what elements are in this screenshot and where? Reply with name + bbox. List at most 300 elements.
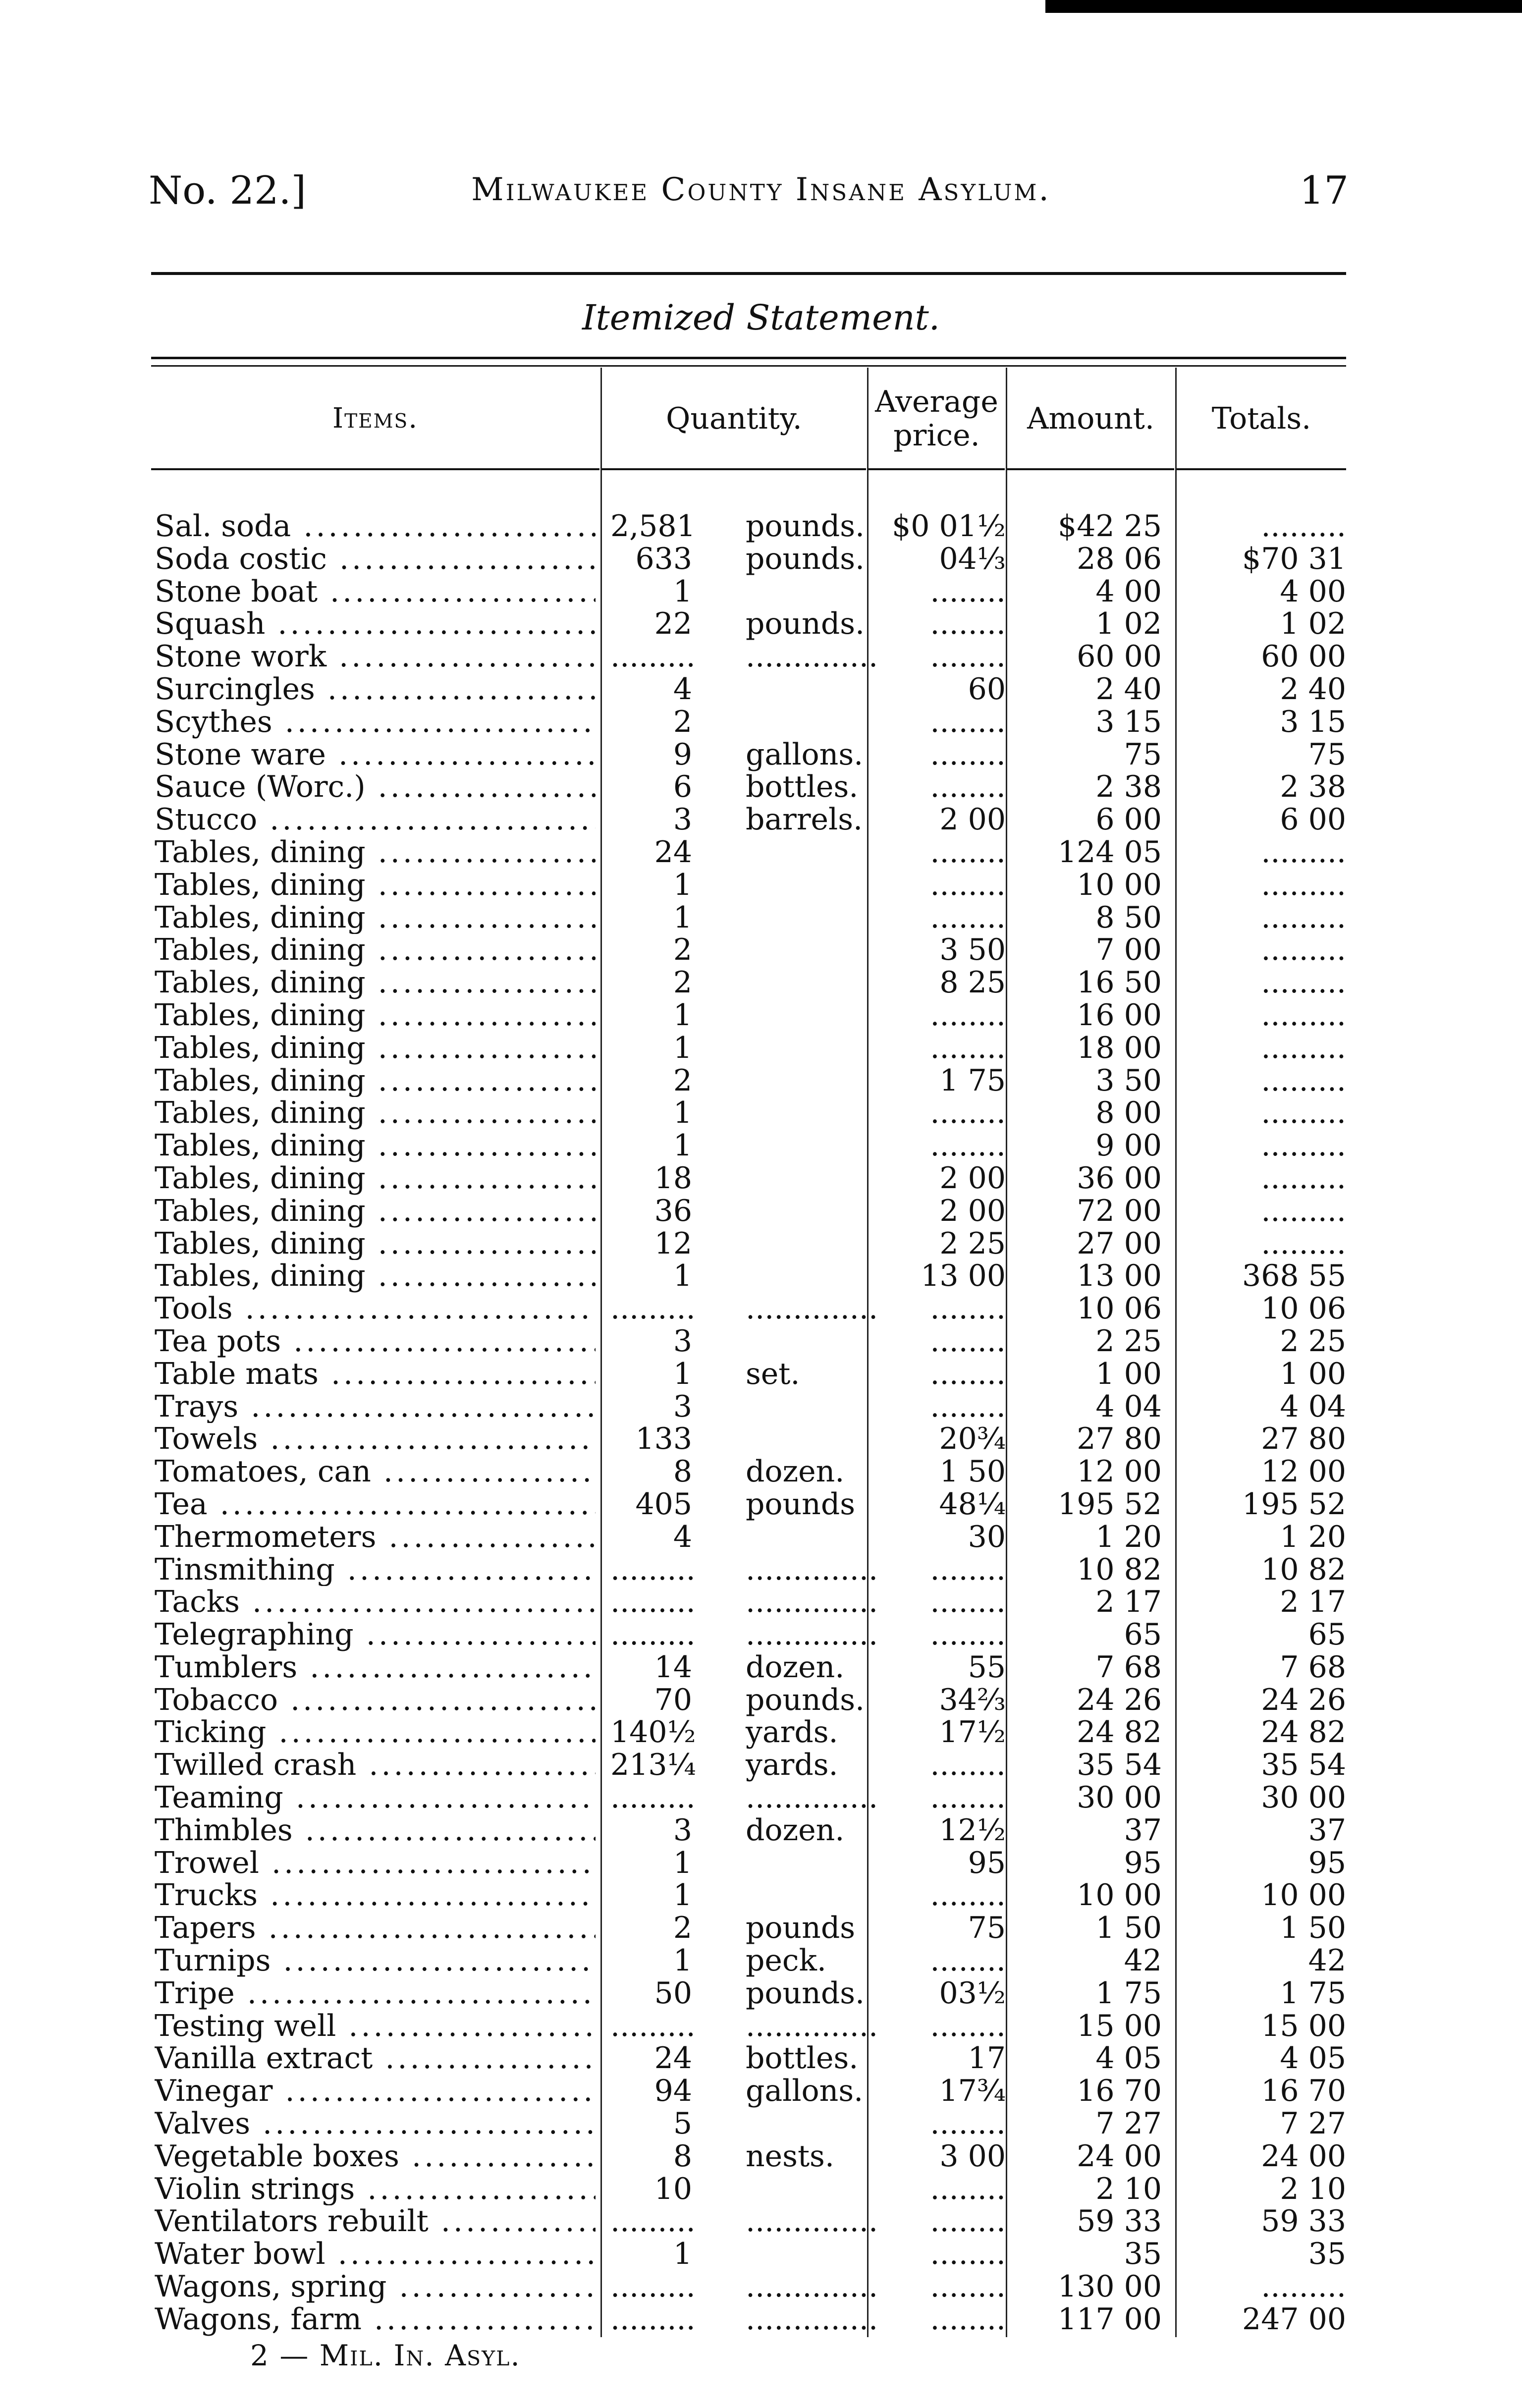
unit-cell: peck.: [746, 1943, 826, 1978]
total-cell: 2 38: [1280, 769, 1346, 805]
quantity-cell: 1: [673, 1356, 692, 1391]
item-name-cell: Tables, dining .....: [155, 1162, 596, 1195]
amount-cell: 2 25: [1095, 1323, 1162, 1359]
amount-cell: 1 75: [1095, 1975, 1162, 2011]
unit-cell: dozen.: [746, 1649, 845, 1685]
quantity-cell: 405: [635, 1486, 692, 1522]
item-name-cell: Tables, dining .....: [155, 1260, 596, 1293]
average-price-cell: ........: [930, 2237, 1006, 2272]
amount-cell: $42 25: [1058, 509, 1162, 544]
amount-cell: 75: [1124, 737, 1162, 772]
item-name-cell: Sal. soda .....: [155, 510, 596, 543]
amount-cell: 95: [1124, 1845, 1162, 1880]
table-row: [0, 1977, 1522, 2010]
unit-cell: ..............: [746, 2008, 878, 2043]
amount-cell: 3 50: [1095, 1063, 1162, 1098]
quantity-cell: 8: [673, 1454, 692, 1489]
quantity-cell: 50: [654, 1975, 692, 2011]
unit-cell: ..............: [746, 1291, 878, 1326]
table-row: [0, 869, 1522, 902]
item-name-cell: Vanilla extract .....: [155, 2042, 596, 2075]
total-cell: .........: [1261, 1193, 1346, 1228]
item-name-cell: Tables, dining .....: [155, 1130, 596, 1162]
total-cell: 10 82: [1261, 1552, 1346, 1587]
table-row: [0, 2205, 1522, 2238]
item-name-cell: Water bowl .....: [155, 2238, 596, 2271]
item-name-cell: Turnips .....: [155, 1945, 596, 1977]
total-cell: 10 00: [1261, 1878, 1346, 1913]
amount-cell: 10 82: [1077, 1552, 1162, 1587]
average-price-cell: 30: [968, 1519, 1006, 1554]
average-price-cell: 2 00: [939, 1160, 1006, 1196]
unit-cell: barrels.: [746, 802, 863, 837]
unit-cell: pounds.: [746, 1682, 865, 1717]
amount-cell: 12 00: [1077, 1454, 1162, 1489]
table-row: [0, 1749, 1522, 1782]
item-name-cell: Sauce (Worc.) .....: [155, 771, 596, 804]
amount-cell: 8 50: [1095, 900, 1162, 935]
item-name-cell: Stone work .....: [155, 641, 596, 673]
quantity-cell: 6: [673, 769, 692, 805]
unit-cell: ..............: [746, 2269, 878, 2304]
item-name-cell: Tea .....: [155, 1488, 596, 1521]
average-price-cell: 04⅓: [939, 541, 1006, 576]
average-price-cell: 1 50: [939, 1454, 1006, 1489]
item-name-cell: Tables, dining .....: [155, 1195, 596, 1228]
quantity-cell: 2: [673, 1063, 692, 1098]
total-cell: .........: [1261, 1030, 1346, 1065]
amount-cell: 35: [1124, 2237, 1162, 2272]
total-cell: 4 05: [1280, 2041, 1346, 2076]
amount-cell: 15 00: [1077, 2008, 1162, 2043]
table-row: [0, 2303, 1522, 2336]
table-top-rule: [151, 357, 1346, 359]
total-cell: 3 15: [1280, 704, 1346, 739]
unit-cell: ..............: [746, 639, 878, 674]
total-cell: .........: [1261, 1095, 1346, 1131]
quantity-cell: 1: [673, 1845, 692, 1880]
quantity-cell: .........: [610, 1552, 696, 1587]
column-header-totals: Totals.: [1211, 401, 1311, 436]
item-name-cell: Trucks .....: [155, 1879, 596, 1912]
column-header-quantity: Quantity.: [666, 401, 802, 436]
quantity-cell: 14: [654, 1649, 692, 1685]
item-name-cell: Twilled crash .....: [155, 1749, 596, 1782]
total-cell: 1 02: [1280, 606, 1346, 642]
average-price-cell: 95: [968, 1845, 1006, 1880]
amount-cell: 72 00: [1077, 1193, 1162, 1228]
table-row: [0, 1065, 1522, 1097]
table-row: [0, 641, 1522, 673]
item-name-cell: Violin strings .....: [155, 2173, 596, 2206]
unit-cell: nests.: [746, 2138, 834, 2174]
unit-cell: yards.: [746, 1748, 838, 1783]
table-row: [0, 1391, 1522, 1423]
average-price-cell: ........: [930, 2301, 1006, 2337]
average-price-cell: 17: [968, 2041, 1006, 2076]
amount-cell: 24 00: [1077, 2138, 1162, 2174]
average-price-cell: 75: [968, 1911, 1006, 1946]
item-name-cell: Thimbles .....: [155, 1814, 596, 1847]
amount-cell: 27 00: [1077, 1226, 1162, 1261]
total-cell: .........: [1261, 932, 1346, 968]
table-row: [0, 2173, 1522, 2206]
average-price-cell: ........: [930, 1095, 1006, 1131]
table-row: [0, 1293, 1522, 1325]
unit-cell: bottles.: [746, 769, 859, 805]
item-name-cell: Wagons, spring .....: [155, 2271, 596, 2303]
average-price-cell: ........: [930, 834, 1006, 870]
table-row: [0, 2271, 1522, 2303]
average-price-cell: ........: [930, 1356, 1006, 1391]
table-row: [0, 1456, 1522, 1488]
total-cell: 2 25: [1280, 1323, 1346, 1359]
quantity-cell: 9: [673, 737, 692, 772]
average-price-cell: ........: [930, 1552, 1006, 1587]
table-row: [0, 1782, 1522, 1814]
item-name-cell: Tables, dining .....: [155, 902, 596, 934]
amount-cell: 8 00: [1095, 1095, 1162, 1131]
total-cell: .........: [1261, 1226, 1346, 1261]
running-title: Milwaukee County Insane Asylum.: [471, 171, 1051, 208]
table-row: [0, 2042, 1522, 2075]
table-row: [0, 1097, 1522, 1130]
header-underline-quantity: [602, 468, 866, 470]
total-cell: .........: [1261, 509, 1346, 544]
item-name-cell: Tables, dining .....: [155, 1097, 596, 1130]
average-price-cell: ........: [930, 1943, 1006, 1978]
quantity-cell: 2: [673, 1911, 692, 1946]
amount-cell: 4 05: [1095, 2041, 1162, 2076]
amount-cell: 1 50: [1095, 1911, 1162, 1946]
item-name-cell: Valves .....: [155, 2108, 596, 2140]
average-price-cell: ........: [930, 574, 1006, 609]
unit-cell: dozen.: [746, 1812, 845, 1848]
amount-cell: 3 15: [1095, 704, 1162, 739]
amount-cell: 2 40: [1095, 671, 1162, 707]
quantity-cell: 1: [673, 1095, 692, 1131]
item-name-cell: Tools .....: [155, 1293, 596, 1325]
average-price-cell: ........: [930, 2269, 1006, 2304]
quantity-cell: 94: [654, 2074, 692, 2109]
quantity-cell: 140½: [610, 1715, 696, 1750]
item-name-cell: Towels .....: [155, 1423, 596, 1456]
quantity-cell: 12: [654, 1226, 692, 1261]
item-name-cell: Tables, dining .....: [155, 836, 596, 869]
total-cell: 27 80: [1261, 1422, 1346, 1457]
average-price-cell: ........: [930, 606, 1006, 642]
item-name-cell: Tumblers .....: [155, 1651, 596, 1684]
average-price-cell: 03½: [939, 1975, 1006, 2011]
quantity-cell: 70: [654, 1682, 692, 1717]
table-row: [0, 1130, 1522, 1162]
quantity-cell: 22: [654, 606, 692, 642]
item-name-cell: Tables, dining .....: [155, 1228, 596, 1260]
item-name-cell: Tables, dining .....: [155, 1065, 596, 1097]
item-name-cell: Thermometers .....: [155, 1521, 596, 1554]
table-row: [0, 706, 1522, 739]
amount-cell: 1 00: [1095, 1356, 1162, 1391]
amount-cell: 35 54: [1077, 1748, 1162, 1783]
average-price-cell: ........: [930, 2204, 1006, 2239]
table-row: [0, 608, 1522, 641]
item-name-cell: Tapers .....: [155, 1912, 596, 1945]
total-cell: .........: [1261, 965, 1346, 1000]
quantity-cell: .........: [610, 1617, 696, 1652]
total-cell: .........: [1261, 2269, 1346, 2304]
item-name-cell: Tinsmithing .....: [155, 1554, 596, 1587]
amount-cell: 13 00: [1077, 1259, 1162, 1294]
amount-cell: 42: [1124, 1943, 1162, 1978]
table-row: [0, 1879, 1522, 1912]
unit-cell: pounds.: [746, 541, 865, 576]
amount-cell: 195 52: [1058, 1486, 1162, 1522]
average-price-cell: ........: [930, 1780, 1006, 1815]
table-row: [0, 1554, 1522, 1587]
unit-cell: pounds.: [746, 509, 865, 544]
item-name-cell: Trowel .....: [155, 1847, 596, 1880]
header-underline-items: [151, 468, 599, 470]
item-name-cell: Stucco .....: [155, 804, 596, 836]
table-row: [0, 1260, 1522, 1293]
average-price-cell: ........: [930, 704, 1006, 739]
total-cell: 37: [1308, 1812, 1346, 1848]
table-row: [0, 1716, 1522, 1749]
amount-cell: 30 00: [1077, 1780, 1162, 1815]
total-cell: .........: [1261, 900, 1346, 935]
quantity-cell: 3: [673, 1389, 692, 1424]
amount-cell: 7 27: [1095, 2106, 1162, 2141]
total-cell: 1 75: [1280, 1975, 1346, 2011]
page-header: [0, 168, 1522, 223]
average-price-cell: ........: [930, 1878, 1006, 1913]
total-cell: 2 10: [1280, 2171, 1346, 2206]
amount-cell: 6 00: [1095, 802, 1162, 837]
quantity-cell: 133: [635, 1422, 692, 1457]
amount-cell: 18 00: [1077, 1030, 1162, 1065]
total-cell: 12 00: [1261, 1454, 1346, 1489]
unit-cell: pounds.: [746, 606, 865, 642]
item-name-cell: Vegetable boxes .....: [155, 2140, 596, 2173]
average-price-cell: ........: [930, 1748, 1006, 1783]
average-price-cell: 8 25: [939, 965, 1006, 1000]
amount-cell: 4 00: [1095, 574, 1162, 609]
average-price-cell: 20¾: [939, 1422, 1006, 1457]
item-name-cell: Testing well .....: [155, 2010, 596, 2043]
table-row: [0, 836, 1522, 869]
header-rule: [151, 272, 1346, 275]
average-price-cell: ........: [930, 1389, 1006, 1424]
quantity-cell: 1: [673, 1128, 692, 1163]
table-row: [0, 1847, 1522, 1880]
unit-cell: gallons.: [746, 737, 864, 772]
table-row: [0, 1325, 1522, 1358]
table-row: [0, 1423, 1522, 1456]
total-cell: .........: [1261, 997, 1346, 1033]
total-cell: 6 00: [1280, 802, 1346, 837]
average-price-cell: ........: [930, 737, 1006, 772]
unit-cell: ..............: [746, 1780, 878, 1815]
quantity-cell: .........: [610, 2204, 696, 2239]
amount-cell: 37: [1124, 1812, 1162, 1848]
quantity-cell: 1: [673, 1259, 692, 1294]
item-name-cell: Surcingles .....: [155, 673, 596, 706]
item-name-cell: Tripe .....: [155, 1977, 596, 2010]
table-row: [0, 1814, 1522, 1847]
total-cell: 35 54: [1261, 1748, 1346, 1783]
statement-rows: [0, 510, 1522, 2336]
total-cell: $70 31: [1242, 541, 1346, 576]
quantity-cell: 36: [654, 1193, 692, 1228]
total-cell: 7 68: [1280, 1649, 1346, 1685]
quantity-cell: .........: [610, 2269, 696, 2304]
quantity-cell: 4: [673, 1519, 692, 1554]
quantity-cell: 8: [673, 2138, 692, 2174]
amount-cell: 10 00: [1077, 867, 1162, 902]
item-name-cell: Tables, dining .....: [155, 1032, 596, 1065]
quantity-cell: 2,581: [610, 509, 696, 544]
unit-cell: set.: [746, 1356, 800, 1391]
average-price-cell: 17½: [939, 1715, 1006, 1750]
quantity-cell: 2: [673, 965, 692, 1000]
table-row: [0, 1586, 1522, 1619]
total-cell: 24 26: [1261, 1682, 1346, 1717]
average-price-cell: 60: [968, 671, 1006, 707]
quantity-cell: 1: [673, 867, 692, 902]
unit-cell: yards.: [746, 1715, 838, 1750]
item-name-cell: Tables, dining .....: [155, 934, 596, 967]
average-price-cell: 55: [968, 1649, 1006, 1685]
amount-cell: 59 33: [1077, 2204, 1162, 2239]
total-cell: 15 00: [1261, 2008, 1346, 2043]
unit-cell: ..............: [746, 1552, 878, 1587]
total-cell: .........: [1261, 1160, 1346, 1196]
amount-cell: 2 38: [1095, 769, 1162, 805]
average-price-cell: 13 00: [921, 1259, 1006, 1294]
quantity-cell: 1: [673, 900, 692, 935]
item-name-cell: Tobacco .....: [155, 1684, 596, 1717]
table-row: [0, 1162, 1522, 1195]
table-row: [0, 1032, 1522, 1065]
average-price-cell: ........: [930, 997, 1006, 1033]
table-row: [0, 2238, 1522, 2271]
average-price-cell: 48¼: [939, 1486, 1006, 1522]
quantity-cell: 3: [673, 1323, 692, 1359]
total-cell: 368 55: [1242, 1259, 1346, 1294]
amount-cell: 36 00: [1077, 1160, 1162, 1196]
item-name-cell: Stone ware .....: [155, 739, 596, 771]
column-header-price: Average price.: [875, 384, 998, 453]
item-name-cell: Squash .....: [155, 608, 596, 641]
amount-cell: 4 04: [1095, 1389, 1162, 1424]
table-row: [0, 1912, 1522, 1945]
header-underline-price: [869, 468, 1005, 470]
quantity-cell: 2: [673, 932, 692, 968]
item-name-cell: Scythes .....: [155, 706, 596, 739]
table-row: [0, 739, 1522, 771]
average-price-cell: ........: [930, 2171, 1006, 2206]
amount-cell: 7 68: [1095, 1649, 1162, 1685]
total-cell: .........: [1261, 834, 1346, 870]
total-cell: 16 70: [1261, 2074, 1346, 2109]
table-row: [0, 510, 1522, 543]
average-price-cell: 34⅔: [939, 1682, 1006, 1717]
unit-cell: ..............: [746, 1617, 878, 1652]
total-cell: 4 00: [1280, 574, 1346, 609]
column-header-items: Items.: [332, 402, 419, 435]
item-name-cell: Soda costic .....: [155, 543, 596, 576]
amount-cell: 117 00: [1058, 2301, 1162, 2337]
header-underline-totals: [1177, 468, 1346, 470]
column-header-amount: Amount.: [1027, 401, 1154, 436]
average-price-cell: ........: [930, 867, 1006, 902]
quantity-cell: 3: [673, 802, 692, 837]
item-name-cell: Table mats .....: [155, 1358, 596, 1391]
table-row: [0, 999, 1522, 1032]
quantity-cell: 24: [654, 2041, 692, 2076]
quantity-cell: 1: [673, 574, 692, 609]
average-price-cell: 1 75: [939, 1063, 1006, 1098]
amount-cell: 2 17: [1095, 1585, 1162, 1620]
average-price-cell: ........: [930, 2106, 1006, 2141]
total-cell: 65: [1308, 1617, 1346, 1652]
header-underline-amount: [1007, 468, 1174, 470]
amount-cell: 16 50: [1077, 965, 1162, 1000]
quantity-cell: .........: [610, 1780, 696, 1815]
quantity-cell: 24: [654, 834, 692, 870]
average-price-cell: 3 50: [939, 932, 1006, 968]
quantity-cell: .........: [610, 1585, 696, 1620]
unit-cell: pounds.: [746, 1975, 865, 2011]
total-cell: 10 06: [1261, 1291, 1346, 1326]
amount-cell: 10 06: [1077, 1291, 1162, 1326]
table-row: [0, 934, 1522, 967]
table-caption: Itemized Statement.: [582, 297, 940, 338]
amount-cell: 16 00: [1077, 997, 1162, 1033]
table-row: [0, 576, 1522, 608]
average-price-cell: 2 00: [939, 802, 1006, 837]
table-row: [0, 1619, 1522, 1651]
table-row: [0, 1195, 1522, 1228]
total-cell: 7 27: [1280, 2106, 1346, 2141]
table-row: [0, 1684, 1522, 1717]
table-row: [0, 1358, 1522, 1391]
unit-cell: pounds: [746, 1486, 856, 1522]
total-cell: 24 00: [1261, 2138, 1346, 2174]
quantity-cell: .........: [610, 2008, 696, 2043]
quantity-cell: 18: [654, 1160, 692, 1196]
table-row: [0, 2010, 1522, 2043]
unit-cell: ..............: [746, 2204, 878, 2239]
average-price-cell: $0 01½: [892, 509, 1006, 544]
total-cell: .........: [1261, 1063, 1346, 1098]
table-row: [0, 902, 1522, 934]
total-cell: 247 00: [1242, 2301, 1346, 2337]
average-price-cell: ........: [930, 1128, 1006, 1163]
document-number: No. 22.]: [149, 168, 306, 213]
total-cell: 95: [1308, 1845, 1346, 1880]
average-price-cell: ........: [930, 1030, 1006, 1065]
unit-cell: ..............: [746, 2301, 878, 2337]
unit-cell: gallons.: [746, 2074, 864, 2109]
quantity-cell: 1: [673, 2237, 692, 2272]
amount-cell: 24 26: [1077, 1682, 1162, 1717]
total-cell: 4 04: [1280, 1389, 1346, 1424]
total-cell: 60 00: [1261, 639, 1346, 674]
table-row: [0, 1228, 1522, 1260]
total-cell: .........: [1261, 1128, 1346, 1163]
total-cell: 2 17: [1280, 1585, 1346, 1620]
